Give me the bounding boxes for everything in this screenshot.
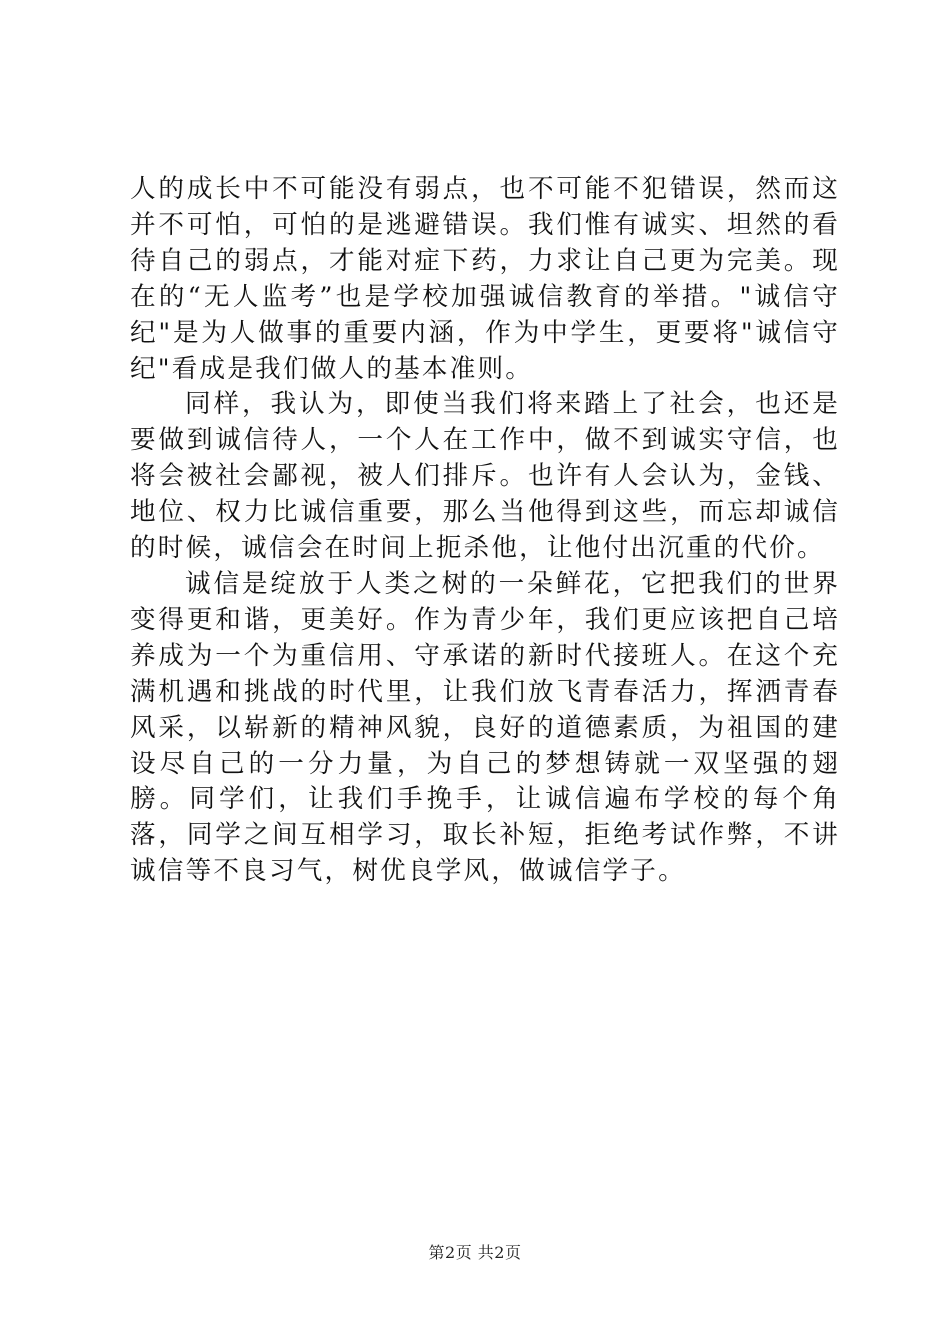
paragraph-3: 诚信是绽放于人类之树的一朵鲜花，它把我们的世界变得更和谐，更美好。作为青少年，我们更应该把自己培养成为一个为重信用、守承诺的新时代接班人。在这个充满机遇和挑战的时代里，让我们放飞青春活力，挥洒青春风采，以崭新的精神风貌，良好的道德素质，为祖国的建设尽自己的一分力量，为自己的梦想铸就一双坚强的翅膀。同学们，让我们手挽手，让诚信遍布学校的每个角落，同学之间互相学习，取长补短，拒绝考试作弊，不讲诚信等不良习气，树优良学风，做诚信学子。 [130,568,840,887]
document-body [130,172,840,890]
paragraph-1: 人的成长中不可能没有弱点，也不可能不犯错误，然而这并不可怕，可怕的是逃避错误。我们惟有诚实、坦然的看待自己的弱点，才能对症下药，力求让自己更为完美。现在的“无人监考”也是学校加强诚信教育的举措。"诚信守纪"是为人做事的重要内涵，作为中学生，更要将"诚信守纪"看成是我们做人的基本准则。 [130,174,840,384]
page-footer: 第2页 共2页 [428,1243,522,1262]
paragraph-2: 同样，我认为，即使当我们将来踏上了社会，也还是要做到诚信待人，一个人在工作中，做不到诚实守信，也将会被社会鄙视，被人们排斥。也许有人会认为，金钱、地位、权力比诚信重要，那么当他得到这些，而忘却诚信的时候，诚信会在时间上扼杀他，让他付出沉重的代价。 [130,389,840,564]
